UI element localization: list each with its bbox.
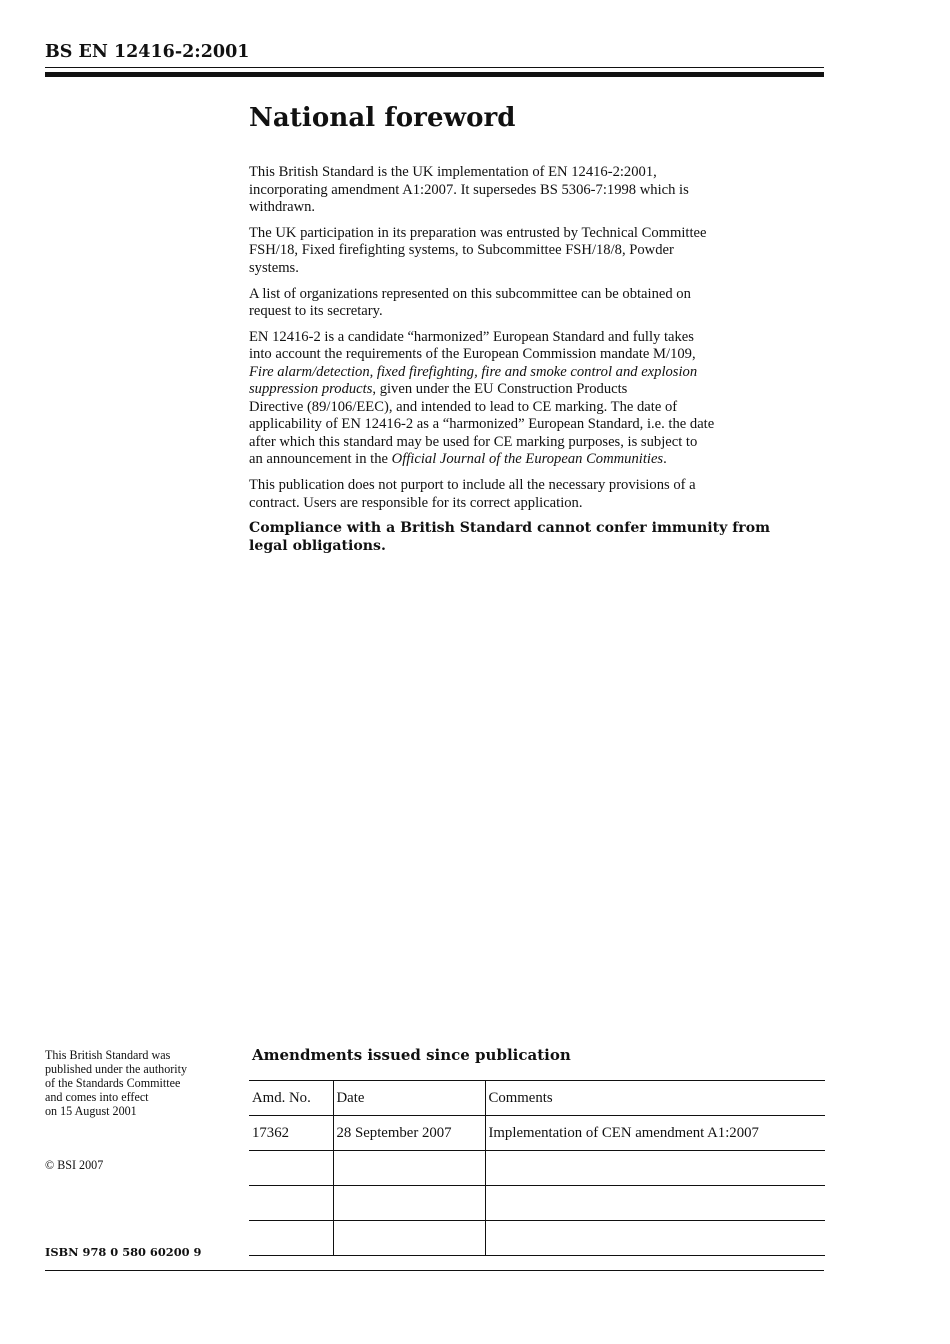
text-line	[249, 451, 825, 469]
text-line: Directive (89/106/EEC), and intended to lead to CE marking. The date of	[249, 398, 678, 415]
text-line: FSH/18, Fixed firefighting systems, to Subcommittee FSH/18/8, Powder	[249, 242, 674, 259]
publication-note	[45, 1048, 235, 1118]
paragraph-organizations	[249, 286, 825, 321]
paragraph-provisions	[249, 477, 825, 512]
cell-date	[333, 1151, 485, 1186]
text-segment: , given under the EU Construction Products	[372, 381, 628, 398]
text-line: EN 12416-2 is a candidate “harmonized” European Standard and fully takes	[249, 328, 694, 345]
text-line: after which this standard may be used for CE marking purposes, is subject to	[249, 433, 698, 450]
text-line: into account the requirements of the European Commission mandate M/109,	[249, 346, 696, 363]
foreword-body	[249, 164, 825, 564]
table-row	[249, 1151, 825, 1186]
footer-rule	[45, 1270, 824, 1271]
column-header-date: Date	[333, 1081, 485, 1116]
cell-amd-no	[249, 1186, 333, 1221]
header-rule-thick	[45, 72, 824, 77]
table-row	[249, 1116, 825, 1151]
amendments-heading: Amendments issued since publication	[252, 1046, 571, 1064]
paragraph-implementation	[249, 164, 825, 217]
column-header-amd-no: Amd. No.	[249, 1081, 333, 1116]
text-line: legal obligations.	[249, 537, 386, 554]
mandate-title: Fire alarm/detection, fixed firefighting, fire and smoke control and explosion	[249, 363, 698, 380]
text-line: Compliance with a British Standard cannot confer immunity from	[249, 520, 771, 537]
note-line: This British Standard was	[45, 1048, 171, 1062]
amendments-table	[249, 1080, 825, 1256]
cell-comments: Implementation of CEN amendment A1:2007	[485, 1116, 825, 1151]
note-line: of the Standards Committee	[45, 1076, 181, 1090]
table-row	[249, 1186, 825, 1221]
text-line: applicability of EN 12416-2 as a “harmonized” European Standard, i.e. the date	[249, 416, 715, 433]
isbn-number: ISBN 978 0 580 60200 9	[45, 1245, 202, 1259]
paragraph-compliance	[249, 520, 825, 555]
text-line: contract. Users are responsible for its correct application.	[249, 494, 583, 511]
text-line: This publication does not purport to include all the necessary provisions of a	[249, 477, 696, 494]
paragraph-participation	[249, 225, 825, 278]
cell-comments	[485, 1186, 825, 1221]
table-row	[249, 1221, 825, 1256]
cell-comments	[485, 1151, 825, 1186]
text-segment: an announcement in the	[249, 451, 392, 468]
cell-date: 28 September 2007	[333, 1116, 485, 1151]
text-line: The UK participation in its preparation was entrusted by Technical Committee	[249, 224, 707, 241]
text-line: withdrawn.	[249, 199, 316, 215]
column-header-comments: Comments	[485, 1081, 825, 1116]
text-line	[249, 381, 825, 399]
cell-amd-no	[249, 1221, 333, 1256]
text-line: This British Standard is the UK implementation of EN 12416-2:2001,	[249, 164, 657, 180]
page-title: National foreword	[249, 103, 516, 133]
note-line: and comes into effect	[45, 1090, 149, 1104]
text-segment: .	[663, 451, 667, 468]
note-line: on 15 August 2001	[45, 1104, 137, 1118]
cell-amd-no: 17362	[249, 1116, 333, 1151]
cell-date	[333, 1221, 485, 1256]
table-header-row	[249, 1081, 825, 1116]
text-line: systems.	[249, 259, 299, 276]
paragraph-harmonized	[249, 329, 825, 469]
document-code: BS EN 12416-2:2001	[45, 42, 250, 62]
journal-title: Official Journal of the European Communities	[391, 451, 664, 468]
cell-date	[333, 1186, 485, 1221]
header-rule-thin	[45, 67, 824, 68]
text-line: A list of organizations represented on this subcommittee can be obtained on	[249, 285, 691, 302]
cell-comments	[485, 1221, 825, 1256]
copyright-notice: © BSI 2007	[45, 1158, 104, 1172]
mandate-title-end: suppression products	[249, 381, 373, 398]
mandate-title-line	[249, 364, 825, 382]
text-line: request to its secretary.	[249, 303, 383, 320]
note-line: published under the authority	[45, 1062, 188, 1076]
cell-amd-no	[249, 1151, 333, 1186]
text-line: incorporating amendment A1:2007. It supersedes BS 5306-7:1998 which is	[249, 181, 689, 198]
